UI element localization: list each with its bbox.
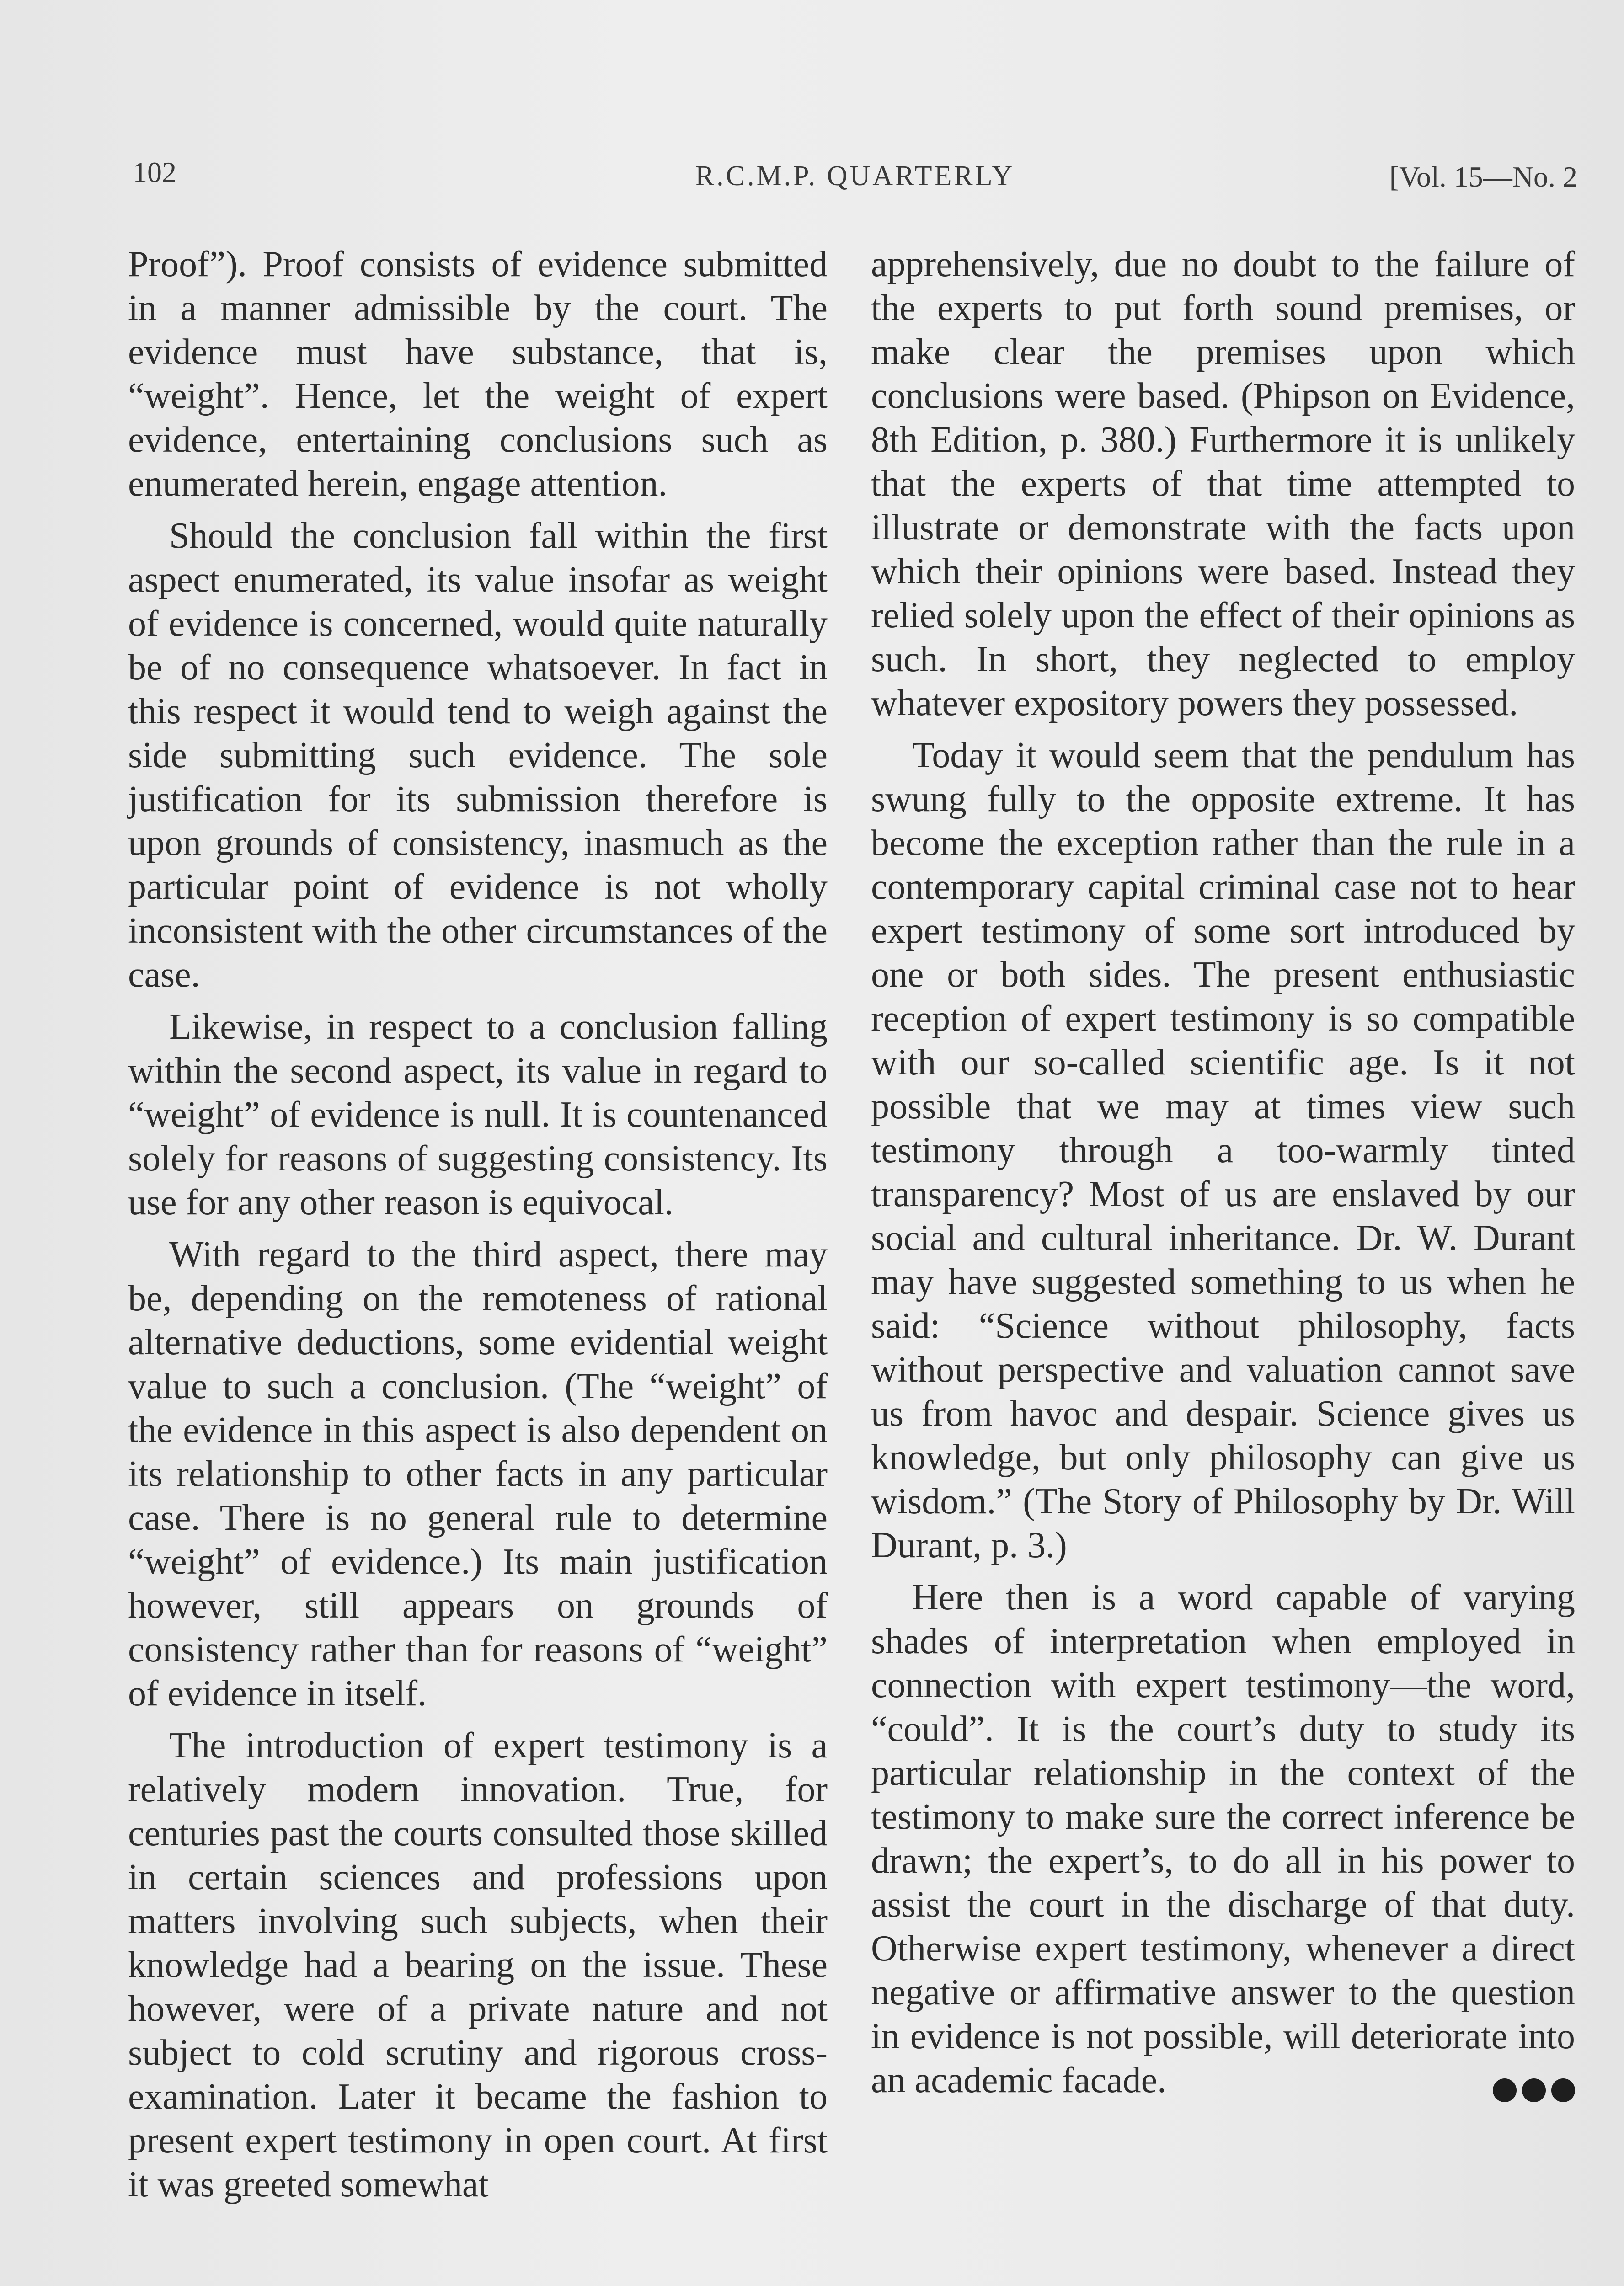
paragraph: Should the conclusion fall within the first aspect enumerated, its value insofar as weight of evidence is concerned, would quite naturally be of no consequence whatsoever. In fact in this respect it would tend to weigh against the side submitting such evidence. The sole justification for its submission therefore is upon grounds of consistency, inasmuch as the particular point of evidence is not wholly inconsistent with the other circumstances of the case. bbox=[128, 516, 828, 995]
paragraph: The introduction of expert testimony is a relatively modern innovation. True, for centuries past the courts consulted those skilled in certain sciences and professions upon matters involving such subjects, when their knowledge had a bearing on the issue. These however, were of a private nature and not subject to cold scrutiny and rigorous cross-examination. Later it became the fashion to present expert testimony in open court. At first it was greeted somewhat bbox=[128, 1725, 828, 2205]
paragraph: Proof”). Proof consists of evidence submitted in a manner admissible by the court. The evidence must have substance, that is, “weight”. Hence, let the weight of expert evidence, entertaining conclusions such as enumerated herein, engage attention. bbox=[128, 244, 828, 504]
page-header bbox=[133, 155, 1577, 210]
right-column bbox=[871, 242, 1575, 2112]
volume-issue: [Vol. 15—No. 2 bbox=[1389, 160, 1577, 193]
paragraph-text: Here then is a word capable of varying shades of interpretation when employed in connection with expert testimony—the word, “could”. It is the court’s duty to study its particular relationship in the context of the testimony to make sure the correct inference be drawn; the expert’s, to do all in his power to assist the court in the discharge of that duty. Otherwise expert testimony, whenever a direct negative or affirmative answer to the question in evidence is not possible, will deteriorate into an academic facade. bbox=[871, 1577, 1575, 2100]
paragraph: apprehensively, due no doubt to the failure of the experts to put forth sound premises, or make clear the premises upon which conclusions were based. (Phipson on Evidence, 8th Edition, p. 380.) Furthermore it is unlikely that the experts of that time attempted to illustrate or demonstrate with the facts upon which their opinions were based. Instead they relied solely upon the effect of their opinions as such. In short, they neglected to employ whatever expository powers they possessed. bbox=[871, 244, 1575, 723]
end-of-article-icon bbox=[1446, 2068, 1575, 2112]
page-number: 102 bbox=[133, 156, 176, 188]
paragraph: With regard to the third aspect, there may be, depending on the remoteness of rational alternative deductions, some evidential weight value to such a conclusion. (The “weight” of the evidence in this aspect is also dependent on its relationship to other facts in any particular case. There is no general rule to determine “weight” of evidence.) Its main justification however, still appears on grounds of consistency rather than for reasons of “weight” of evidence in itself. bbox=[128, 1234, 828, 1714]
left-column bbox=[128, 242, 828, 2215]
paragraph: Today it would seem that the pendulum has swung fully to the opposite extreme. It has become the exception rather than the rule in a contemporary capital criminal case not to hear expert testimony of some sort introduced by one or both sides. The present enthusiastic reception of expert testimony is so compatible with our so-called scientific age. Is it not possible that we may at times view such testimony through a too-warmly tinted transparency? Most of us are enslaved by our social and cultural inheritance. Dr. W. Durant may have suggested something to us when he said: “Science without philosophy, facts without perspective and valuation cannot save us from havoc and despair. Science gives us knowledge, but only philosophy can give us wisdom.” (The Story of Philosophy by Dr. Will Durant, p. 3.) bbox=[871, 735, 1575, 1565]
paragraph-final bbox=[871, 1576, 1575, 2102]
journal-title: R.C.M.P. QUARTERLY bbox=[695, 160, 1015, 192]
paragraph: Likewise, in respect to a conclusion falling within the second aspect, its value in regard to “weight” of evidence is null. It is countenanced solely for reasons of suggesting consistency. Its use for any other reason is equivocal. bbox=[128, 1007, 828, 1223]
